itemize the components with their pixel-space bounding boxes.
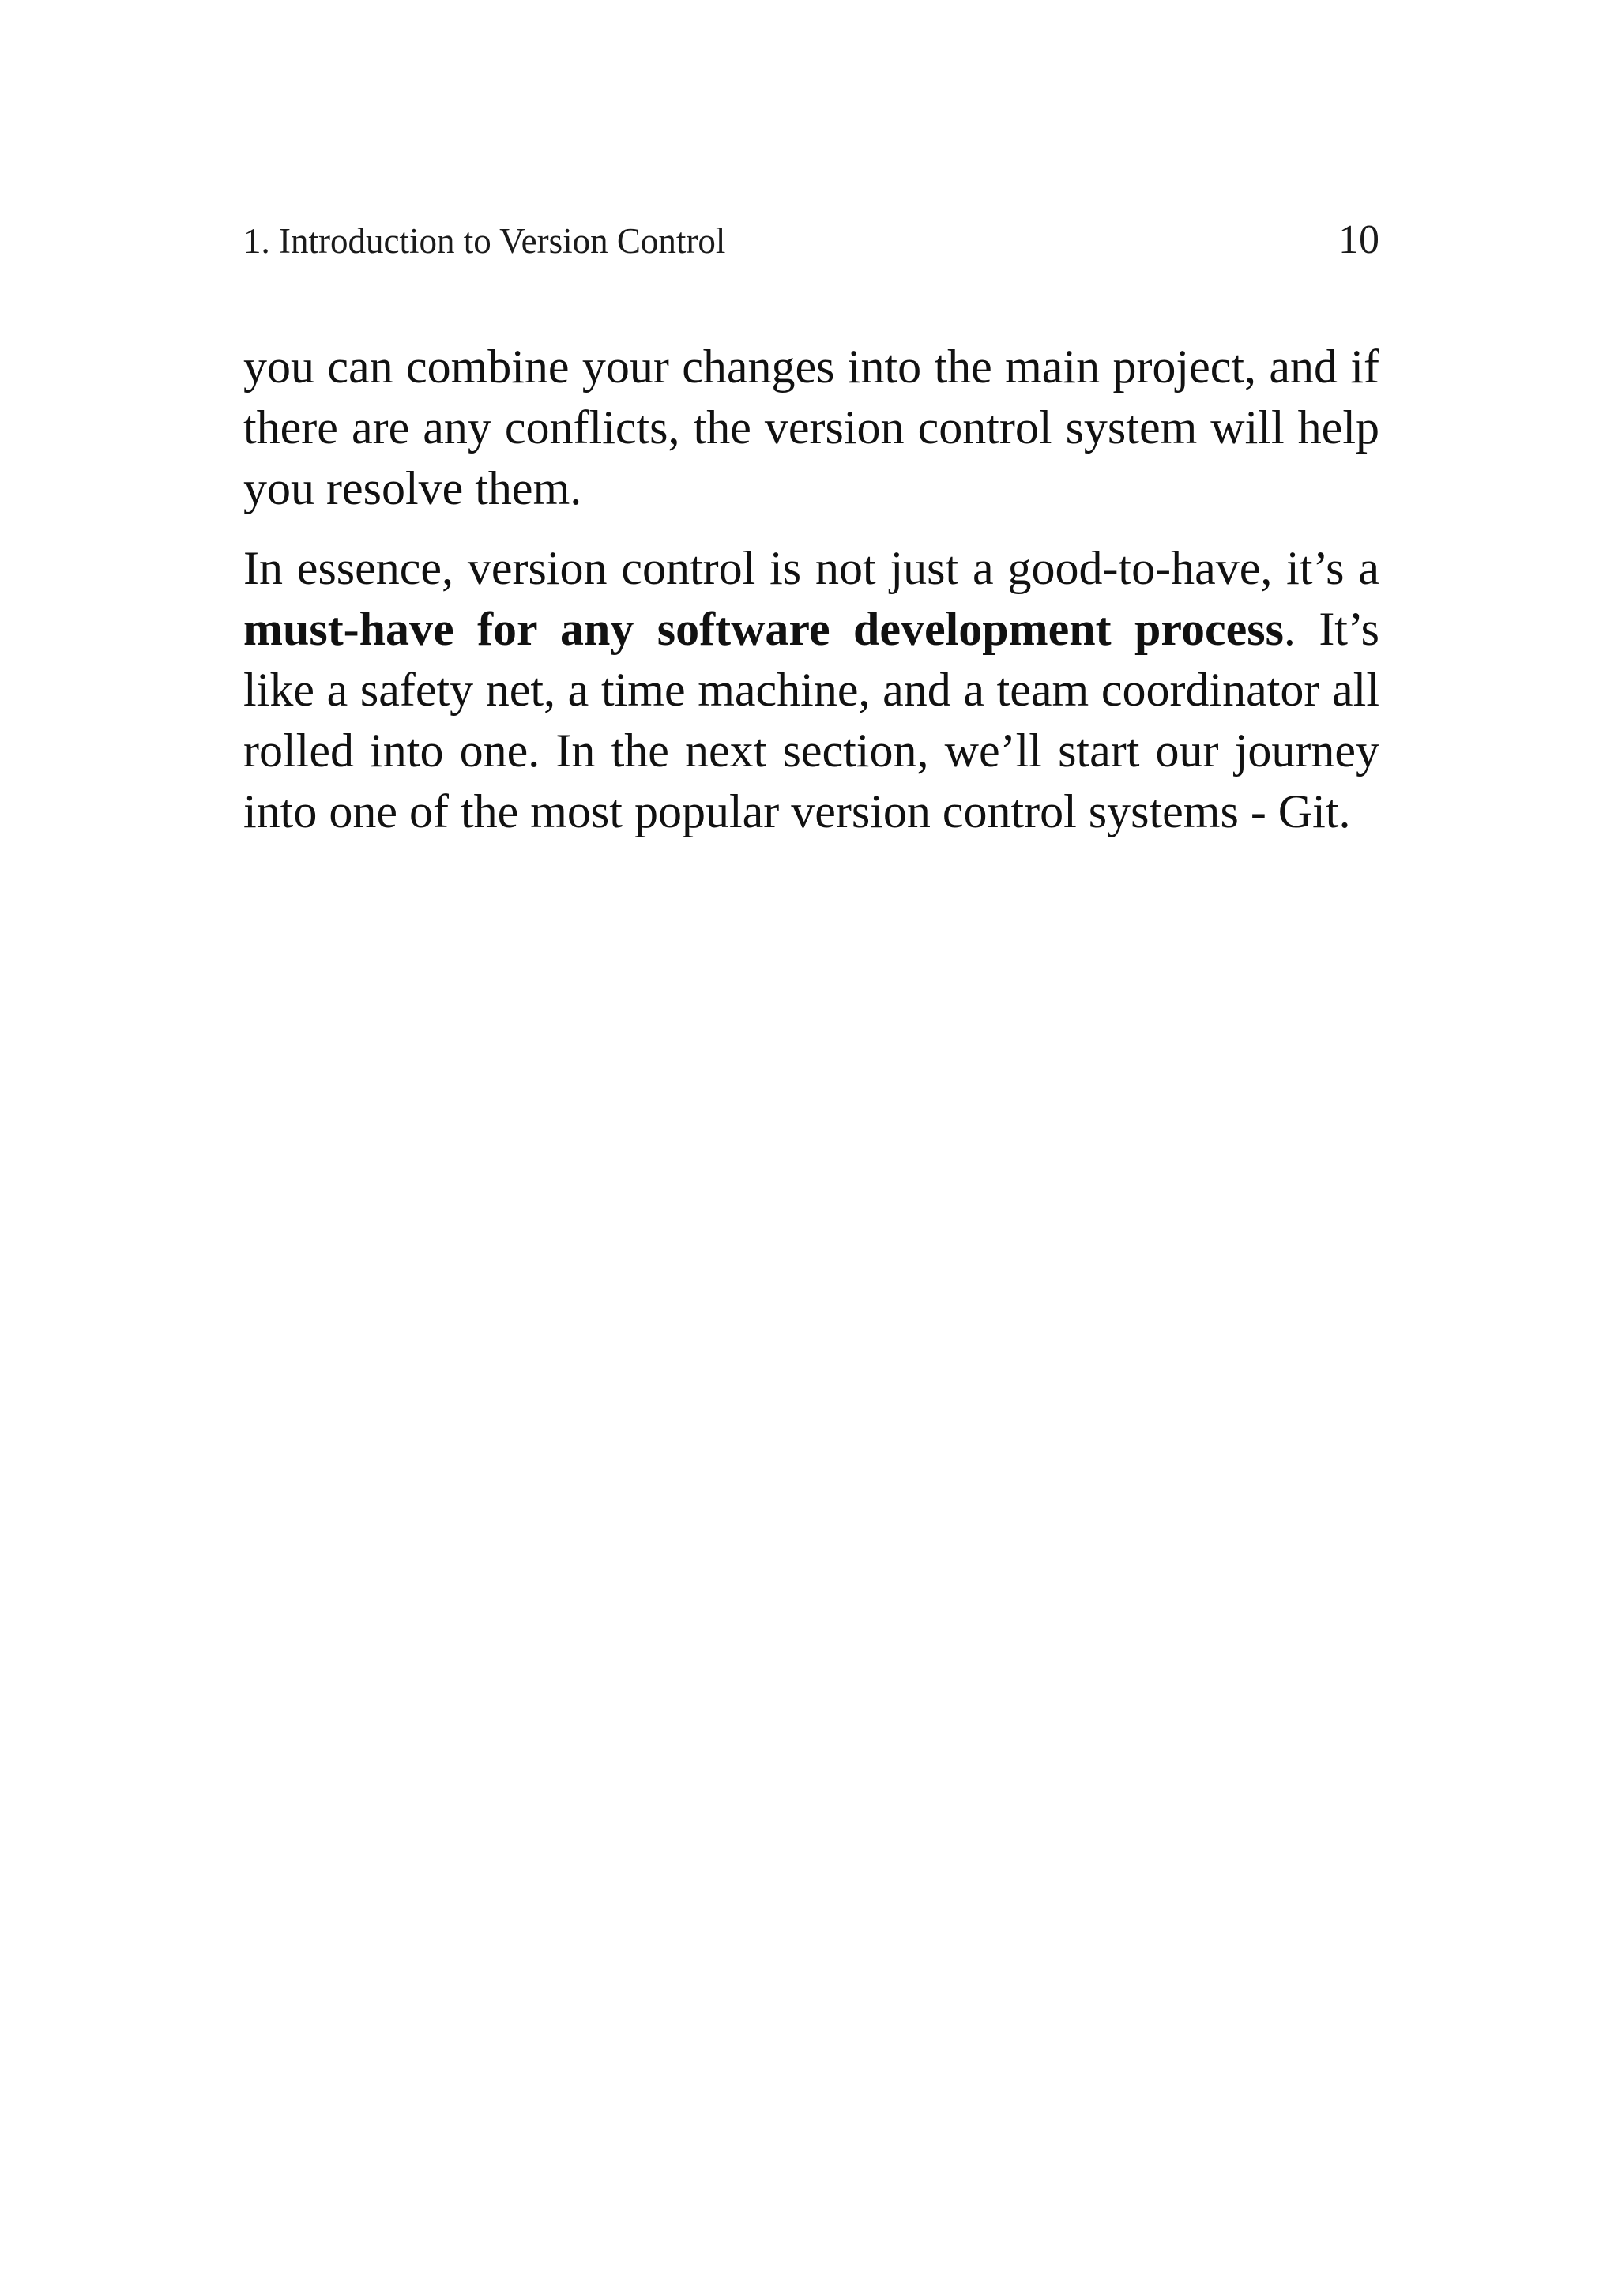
paragraph-essence-rest: . It’s like a safety net, a time machine, and a team coordinator all rolled into one. In the next section, we’ll start our journey into one of the most popular version control systems - Git. (243, 603, 1379, 837)
paragraph-continuation: you can combine your changes into the main project, and if there are any conflicts, the version control system will help you resolve them. (243, 341, 1379, 514)
paragraph-essence-lead: In essence, version control is not just a good-to-have, it’s a (243, 542, 1379, 594)
chapter-title: 1. Introduction to Version Control (243, 221, 726, 261)
emphasis-must-have: must-have for any software development process (243, 603, 1284, 655)
running-header (243, 216, 1379, 264)
paragraph-essence (243, 538, 1379, 842)
page-number: 10 (1338, 217, 1379, 262)
body-text (243, 337, 1379, 861)
